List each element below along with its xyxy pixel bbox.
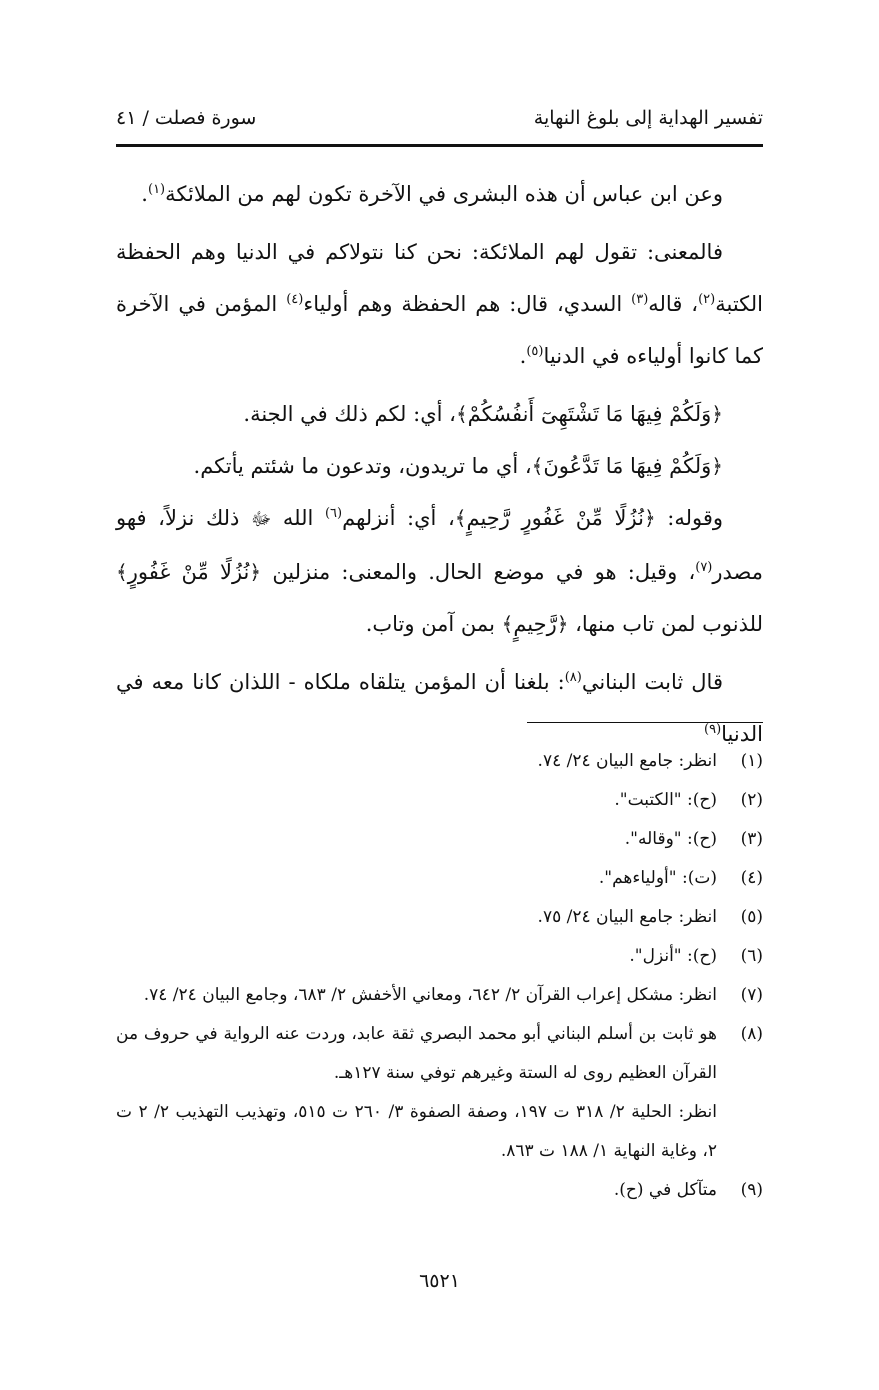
footnote-item <box>116 859 763 898</box>
quran-brace-open: ﴿ <box>711 454 723 478</box>
footnote-number: (٤) <box>740 868 763 888</box>
quran-verse: وَلَكُمْ فِيهَا مَا تَدَّعُونَ <box>543 454 712 478</box>
footnote-ref-6[interactable]: (٦) <box>324 506 343 521</box>
footnote-item <box>116 976 763 1015</box>
quran-brace-close: ﴾ <box>455 402 468 426</box>
quran-verse: وَلَكُمْ فِيهَا مَا تَشْتَهِىٓ أَنفُسُكُمْ <box>467 402 712 426</box>
footnote-ref-4[interactable]: (٤) <box>286 292 304 307</box>
footnote-line: هو ثابت بن أسلم البناني أبو محمد البصري ثقة عابد، وردت عنه الرواية في حروف من القرآن العظيم روى له الستة وغيرهم توفي سنة ١٢٧هـ. <box>116 1024 717 1083</box>
paragraph-5: وقوله: ﴿نُزُلًا مِّنْ غَفُورٍ رَّحِيمٍ﴾، أي: أنزلهم$^{(٦)}$ الله ﷻ ذلك نزلاً، فهو مصدر$^{(٧)}$، وقيل: هو في موضع الحال. والمعنى: منزلين ﴿نُزُلًا مِّنْ غَفُورٍ﴾ للذنوب لمن تاب منها، ﴿رَّحِيمٍ﴾ بمن آمن وتاب. <box>116 506 763 636</box>
footnote-item <box>116 781 763 820</box>
footnote-ref-8[interactable]: (٨) <box>564 670 582 685</box>
footnote-line: (ح): "أنزل". <box>629 946 717 966</box>
footnote-number: (٦) <box>740 946 763 966</box>
footnote-text <box>116 742 717 781</box>
footnote-number: (١) <box>740 751 763 771</box>
footnote-item <box>116 898 763 937</box>
paragraph-2: فالمعنى: تقول لهم الملائكة: نحن كنا نتولاكم في الدنيا وهم الحفظة الكتبة$^{(٢)}$، قاله$^{(٣)}$ السدي، قال: هم الحفظة وهم أولياء$^{(٤)}$ المؤمن في الآخرة كما كانوا أولياءه في الدنيا$^{(٥)}$. <box>116 240 763 368</box>
footnote-rule <box>527 722 763 723</box>
footnote-number: (٢) <box>740 790 763 810</box>
footnote-number: (٩) <box>740 1180 763 1200</box>
footnote-line: انظر: جامع البيان ٢٤/ ٧٤. <box>537 751 717 771</box>
quran-brace-open: ﴿ <box>556 612 569 636</box>
header-rule <box>116 144 763 147</box>
footnote-line: انظر: مشكل إعراب القرآن ٢/ ٦٤٢، ومعاني الأخفش ٢/ ٦٨٣، وجامع البيان ٢٤/ ٧٤. <box>143 985 717 1005</box>
footnote-number: (٨) <box>740 1024 763 1044</box>
footnote-number: (٧) <box>740 985 763 1005</box>
paragraph-text: وعن ابن عباس أن هذه البشرى في الآخرة تكون لهم من الملائكة <box>165 182 723 206</box>
surah-label: سورة فصلت / ٤١ <box>116 107 257 129</box>
footnote-line: (ح): "الكتبت". <box>614 790 717 810</box>
footnote-item <box>116 742 763 781</box>
footnote-ref-3[interactable]: (٣) <box>631 292 649 307</box>
paragraph-1: وعن ابن عباس أن هذه البشرى في الآخرة تكون لهم من الملائكة$^{(١)}$. <box>141 182 723 206</box>
footnote-text <box>116 859 717 898</box>
quran-brace-close: ﴾ <box>531 454 544 478</box>
footnote-ref-5[interactable]: (٥) <box>526 344 544 359</box>
footnote-line: (ح): "وقاله". <box>624 829 717 849</box>
footnotes-list <box>116 742 763 1210</box>
footnote-number: (٥) <box>740 907 763 927</box>
page-number: ٦٥٢١ <box>419 1270 460 1292</box>
main-text <box>116 168 763 760</box>
quran-brace-close: ﴾ <box>501 612 514 636</box>
footnote-text <box>116 976 717 1015</box>
footnote-text <box>116 898 717 937</box>
running-header <box>116 98 763 138</box>
quran-brace-close: ﴾ <box>454 506 467 530</box>
footnote-text <box>116 937 717 976</box>
quran-verse: نُزُلًا مِّنْ غَفُورٍ <box>127 560 250 584</box>
quran-verse: رَّحِيمٍ <box>513 612 557 636</box>
footnote-line: متآكل في (ح). <box>613 1180 717 1200</box>
book-title: تفسير الهداية إلى بلوغ النهاية <box>533 107 763 129</box>
footnote-text <box>116 1015 717 1171</box>
quran-brace-open: ﴿ <box>643 506 656 530</box>
footnote-text <box>116 1171 717 1210</box>
footnote-line: انظر: الحلية ٢/ ٣١٨ ت ١٩٧، وصفة الصفوة ٣/ ٢٦٠ ت ٥١٥، وتهذيب التهذيب ٢/ ٢ ت ٢، وغاية النهاية ١/ ١٨٨ ت ٨٦٣. <box>116 1102 717 1161</box>
paragraph-4: ﴿وَلَكُمْ فِيهَا مَا تَدَّعُونَ﴾، أي ما تريدون، وتدعون ما شئتم يأتكم. <box>193 454 723 478</box>
footnote-ref-2[interactable]: (٢) <box>698 292 716 307</box>
footnote-line: انظر: جامع البيان ٢٤/ ٧٥. <box>537 907 717 927</box>
footnote-ref-1[interactable]: (١) <box>147 182 166 197</box>
footnote-line: (ت): "أولياءهم". <box>598 868 717 888</box>
paragraph-6: قال ثابت البناني$^{(٨)}$: بلغنا أن المؤمن يتلقاه ملكاه - اللذان كانا معه في الدنيا$^{(٩)}$ <box>116 670 763 746</box>
footnote-text <box>116 820 717 859</box>
quran-verse: نُزُلًا مِّنْ غَفُورٍ رَّحِيمٍ <box>466 506 644 530</box>
paragraph-3: ﴿وَلَكُمْ فِيهَا مَا تَشْتَهِىٓ أَنفُسُكُمْ﴾، أي: لكم ذلك في الجنة. <box>243 402 723 426</box>
quran-brace-close: ﴾ <box>116 560 128 584</box>
footnote-text <box>116 781 717 820</box>
quran-brace-open: ﴿ <box>711 402 723 426</box>
footnote-item <box>116 1171 763 1210</box>
footnote-ref-7[interactable]: (٧) <box>695 560 713 575</box>
footnote-item <box>116 937 763 976</box>
footnote-number: (٣) <box>740 829 763 849</box>
honorific-glyph: ﷻ <box>251 509 272 530</box>
footnote-ref-9[interactable]: (٩) <box>704 722 722 737</box>
quran-brace-open: ﴿ <box>249 560 262 584</box>
footnote-item <box>116 1015 763 1171</box>
footnote-item <box>116 820 763 859</box>
